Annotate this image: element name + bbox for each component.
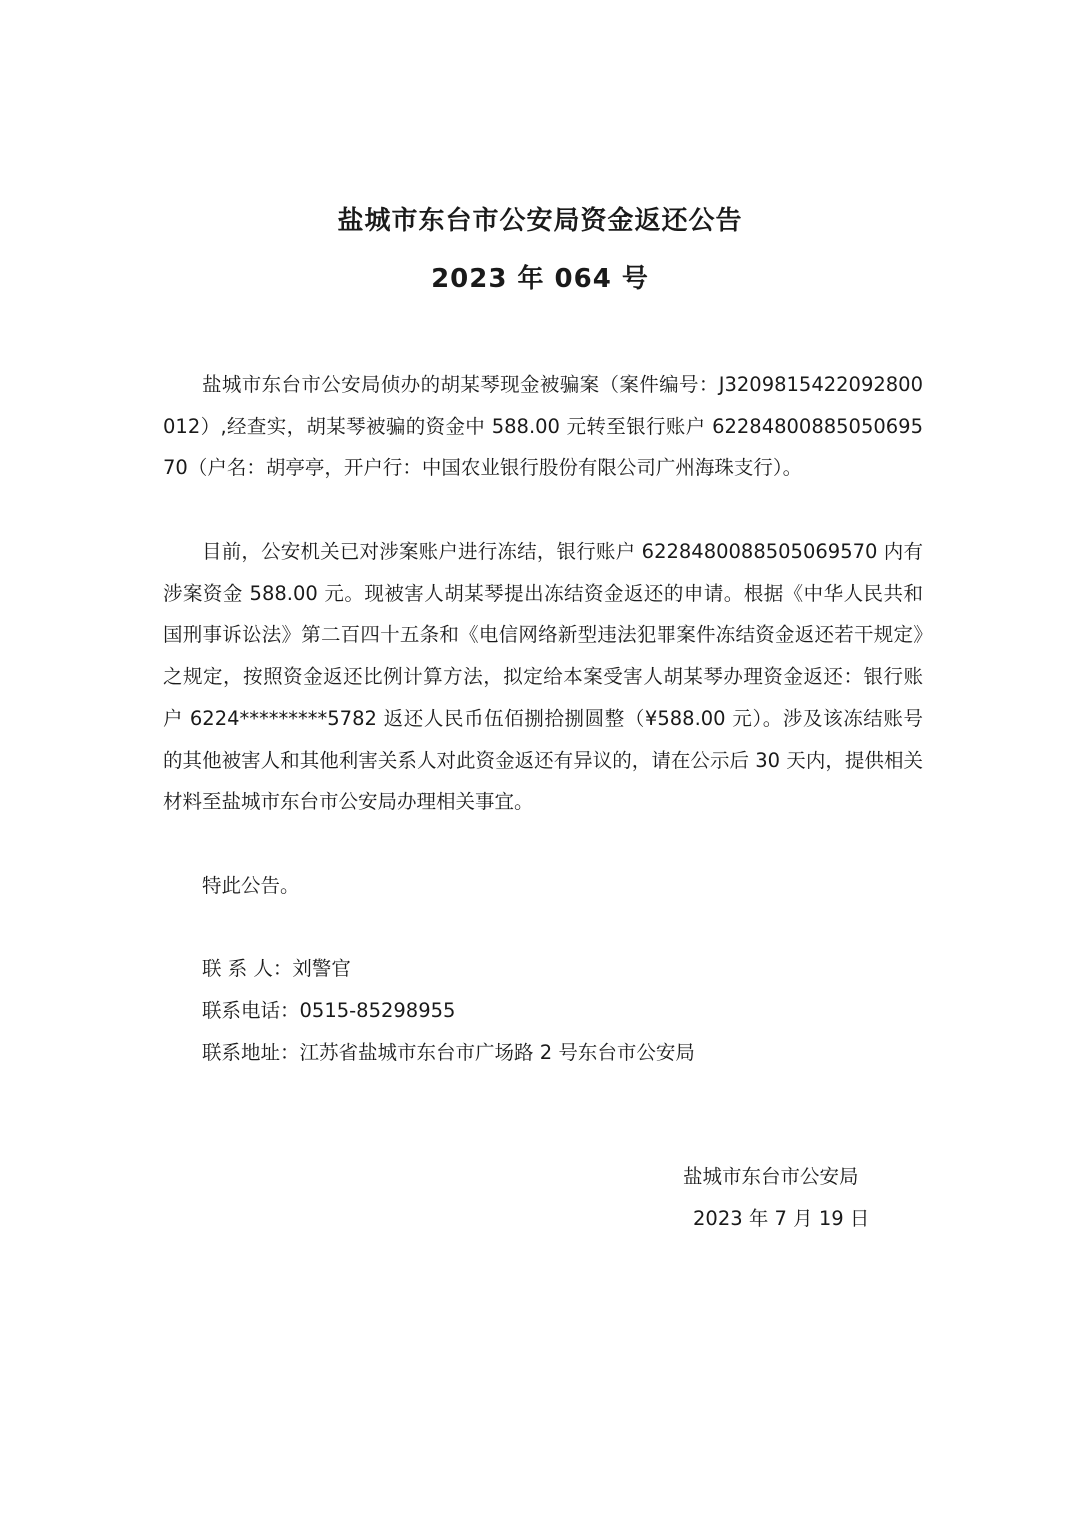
closing-line xyxy=(163,865,923,907)
contact-person-line xyxy=(202,955,351,983)
paragraph-text: 目前，公安机关已对涉案账户进行冻结，银行账户 6228480088505069570 内有涉案资金 588.00 元。现被害人胡某琴提出冻结资金返还的申请。根据《中华人民共和国刑事诉讼法》第二百四十五条和《电信网络新型违法犯罪案件冻结资金返还若干规定》之规定，按照资金返还比例计算方法，拟定给本案受害人胡某琴办理资金返还：银行账户 6224*********5782 返还人民币伍佰捌拾捌圆整（¥588.00 元）。涉及该冻结账号的其他被害人和其他利害关系人对此资金返还有异议的，请在公示后 30 天内，提供相关材料至盐城市东台市公安局办理相关事宜。 xyxy=(163,540,923,814)
contact-person-value: 刘警官 xyxy=(292,957,351,980)
contact-phone-line xyxy=(202,997,455,1025)
contact-address-label: 联系地址： xyxy=(202,1041,300,1064)
contact-person-label: 联 系 人： xyxy=(202,957,293,980)
body-paragraph-1 xyxy=(163,364,923,489)
signature-date: 2023 年 7 月 19 日 xyxy=(693,1207,870,1230)
signature-organization: 盐城市东台市公安局 xyxy=(683,1165,859,1188)
contact-phone-label: 联系电话： xyxy=(202,999,300,1022)
closing-text: 特此公告。 xyxy=(202,874,300,897)
document-title: 盐城市东台市公安局资金返还公告 xyxy=(337,206,743,236)
document-number: 2023 年 064 号 xyxy=(431,264,649,294)
contact-phone-value: 0515-85298955 xyxy=(299,999,456,1022)
paragraph-text: 盐城市东台市公安局侦办的胡某琴现金被骗案（案件编号：J320981542209280001​2）,经查实，胡某琴被骗的资金中 588.00 元转至银行账户 6228480088505069570（户名：胡亭亭，开户行：中国农业银行股份有限公司广州海珠支行）。 xyxy=(163,373,923,480)
contact-address-line xyxy=(202,1039,695,1067)
contact-address-value: 江苏省盐城市东台市广场路 2 号东台市公安局 xyxy=(299,1041,695,1064)
body-paragraph-2 xyxy=(163,531,923,823)
